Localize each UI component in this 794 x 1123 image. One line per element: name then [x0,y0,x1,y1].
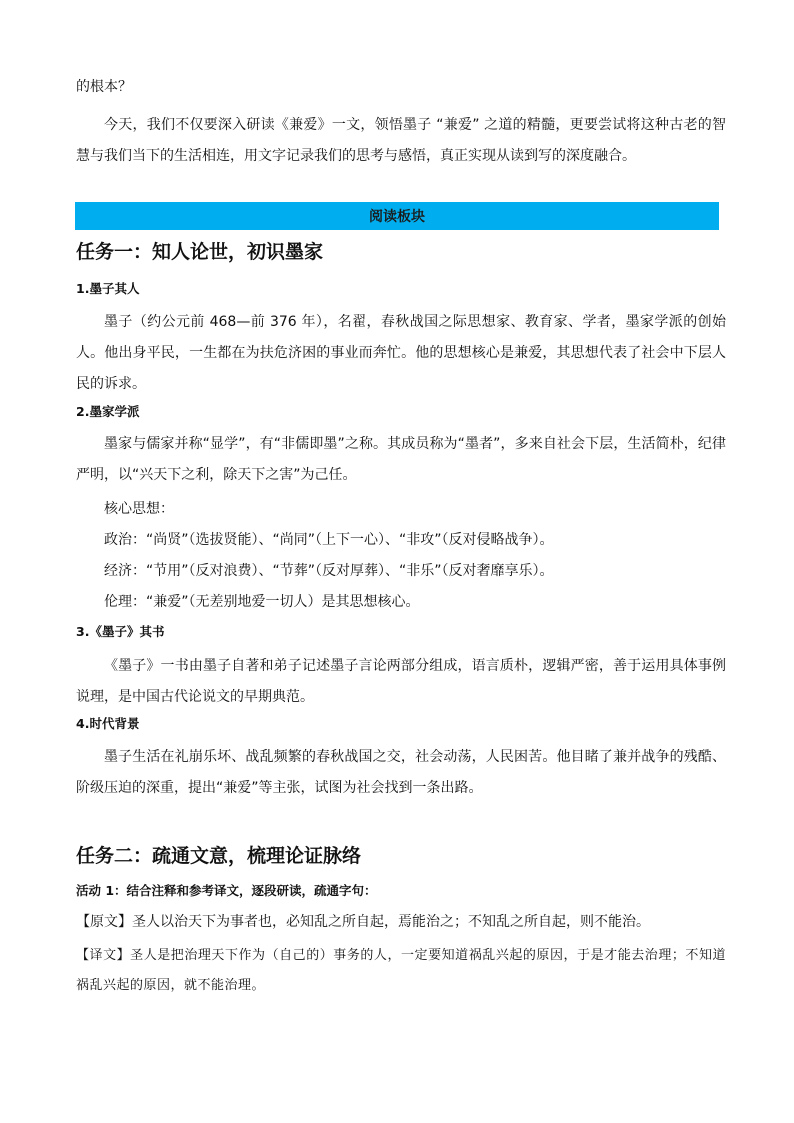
section-text-mohist-school: 墨家与儒家并称“显学”，有“非儒即墨”之称。其成员称为“墨者”，多来自社会下层，生活简朴，纪律严明，以“兴天下之利，除天下之害”为己任。 [76,436,726,483]
core-item-ethics: 伦理：“兼爱”（无差别地爱一切人）是其思想核心。 [104,594,420,610]
section-title-mohist-school: 2.墨家学派 [76,404,140,419]
task1-heading: 任务一：知人论世，初识墨家 [76,241,324,263]
banner-label: 阅读板块 [369,209,425,225]
activity-1-instruction: 活动 1：结合注释和参考译文，逐段研读，疏通字句： [76,883,377,898]
section-text-mozi: 墨子（约公元前 468—前 376 年），名翟，春秋战国之际思想家、教育家、学者，墨家学派的创始人。他出身平民，一生都在为扶危济困的事业而奔忙。他的思想核心是兼爱，其思想代表了社会中下层人民的诉求。 [76,314,726,392]
section-title-background: 4.时代背景 [76,716,140,731]
section-text-background: 墨子生活在礼崩乐坏、战乱频繁的春秋战国之交，社会动荡，人民困苦。他目睹了兼并战争的残酷、阶级压迫的深重，提出“兼爱”等主张，试图为社会找到一条出路。 [76,749,726,796]
core-item-politics: 政治：“尚贤”（选拔贤能）、“尚同”（上下一心）、“非攻”（反对侵略战争）。 [104,532,554,548]
section-text-book: 《墨子》一书由墨子自著和弟子记述墨子言论两部分组成，语言质朴，逻辑严密，善于运用具体事例说理，是中国古代论说文的早期典范。 [76,658,726,705]
original-text: 【原文】圣人以治天下为事者也，必知乱之所自起，焉能治之；不知乱之所自起，则不能治。 [76,914,650,930]
intro-line: 的根本？ [76,79,132,95]
translation-text: 【译文】圣人是把治理天下作为（自己的）事务的人，一定要知道祸乱兴起的原因，于是才能去治理；不知道祸乱兴起的原因，就不能治理。 [76,948,726,993]
intro-paragraph: 今天，我们不仅要深入研读《兼爱》一文，领悟墨子 “兼爱” 之道的精髓，更要尝试将这种古老的智慧与我们当下的生活相连，用文字记录我们的思考与感悟，真正实现从读到写的深度融合。 [76,117,726,164]
core-item-economy: 经济：“节用”（反对浪费）、“节葬”（反对厚葬）、“非乐”（反对奢靡享乐）。 [104,563,554,579]
section-title-book: 3.《墨子》其书 [76,624,165,639]
reading-section-banner [75,202,719,230]
section-title-mozi: 1.墨子其人 [76,281,140,296]
core-thought-label: 核心思想： [104,501,174,517]
task2-heading: 任务二：疏通文意，梳理论证脉络 [76,845,362,867]
